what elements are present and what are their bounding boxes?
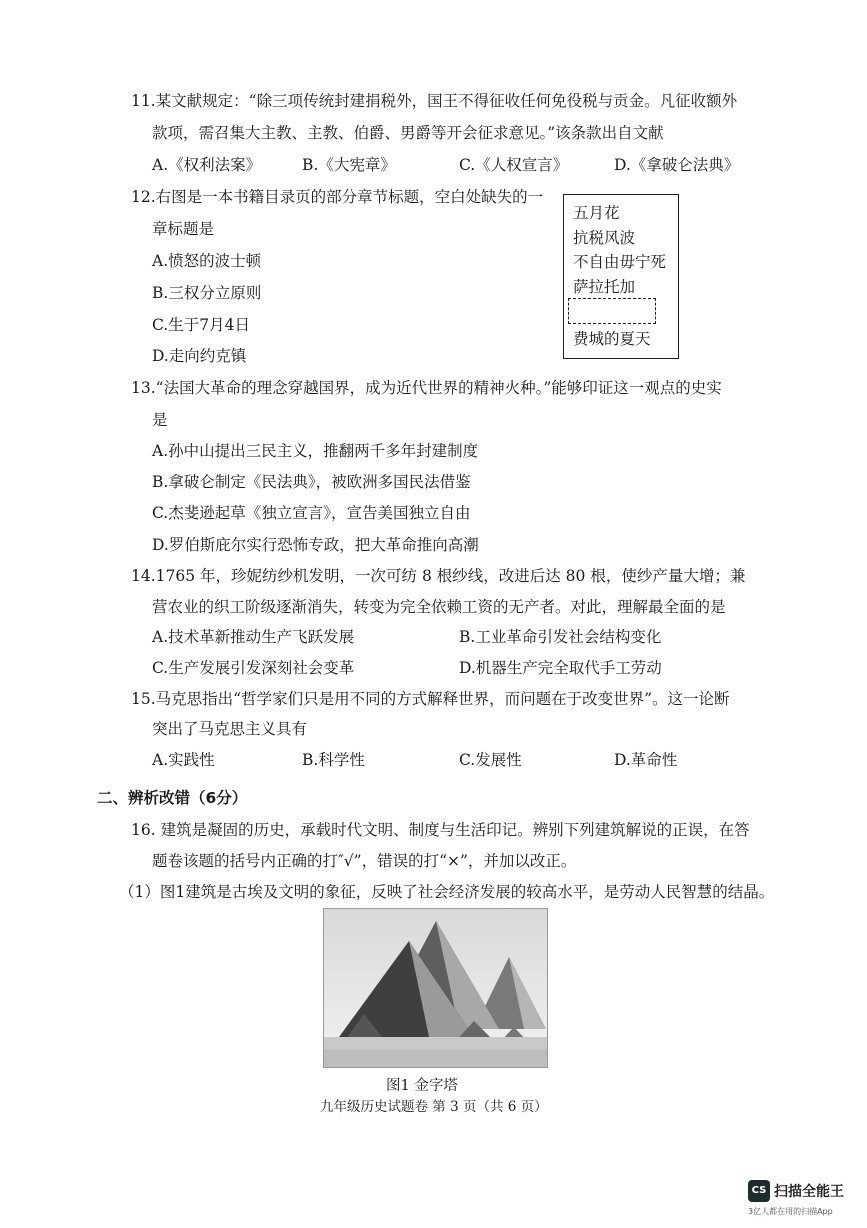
figure-caption: 图1 金字塔 bbox=[386, 1078, 458, 1094]
q14-option-d: D.机器生产完全取代手工劳动 bbox=[459, 659, 662, 677]
q15-option-c: C.发展性 bbox=[459, 751, 522, 769]
q15-option-b: B.科学性 bbox=[302, 751, 365, 769]
q13-option-a: A.孙中山提出三民主义，推翻两千多年封建制度 bbox=[152, 442, 479, 460]
q11-option-a: A.《权利法案》 bbox=[152, 156, 262, 174]
q14-option-c: C.生产发展引发深刻社会变革 bbox=[152, 659, 355, 677]
toc-box bbox=[563, 194, 679, 359]
toc-item: 费城的夏天 bbox=[573, 330, 651, 348]
q16-stem-line2: 题卷该题的括号内正确的打″√”，错误的打“×”，并加以改正。 bbox=[152, 852, 577, 870]
q13-option-c: C.杰斐逊起草《独立宣言》，宣告美国独立自由 bbox=[152, 504, 471, 522]
q13-stem-line1: 13.“法国大革命的理念穿越国界，成为近代世界的精神火种。”能够印证这一观点的史实 bbox=[131, 379, 722, 397]
q11-option-b: B.《大宪章》 bbox=[302, 156, 396, 174]
page-footer: 九年级历史试题卷 第 3 页（共 6 页） bbox=[320, 1099, 548, 1115]
toc-blank-slot bbox=[568, 298, 656, 324]
q11-stem-line1: 11.某文献规定：“除三项传统封建捐税外，国王不得征收任何免役税与贡金。凡征收额外 bbox=[131, 92, 738, 110]
toc-item: 抗税风波 bbox=[573, 229, 636, 247]
q12-option-c: C.生于7月4日 bbox=[152, 316, 250, 334]
q12-option-b: B.三权分立原则 bbox=[152, 284, 262, 302]
q11-stem-line2: 款项，需召集大主教、主教、伯爵、男爵等开会征求意见。”该条款出自文献 bbox=[152, 124, 664, 142]
q12-option-a: A.愤怒的波士顿 bbox=[152, 252, 262, 270]
section-title: 二、辨析改错（6分） bbox=[97, 789, 248, 807]
scanner-watermark bbox=[748, 1180, 860, 1220]
q14-stem-line2: 营农业的织工阶级逐渐消失，转变为完全依赖工资的无产者。对此，理解最全面的是 bbox=[152, 598, 726, 616]
q15-option-d: D.革命性 bbox=[614, 751, 678, 769]
q12-stem-line1: 12.右图是一本书籍目录页的部分章节标题，空白处缺失的一 bbox=[131, 188, 544, 206]
q16-sub1: （1）图1建筑是古埃及文明的象征，反映了社会经济发展的较高水平，是劳动人民智慧的结晶。 bbox=[119, 883, 775, 901]
watermark-name: 扫描全能王 bbox=[774, 1184, 844, 1200]
q14-stem-line1: 14.1765 年，珍妮纺纱机发明，一次可纺 8 根纱线，改进后达 80 根，使纱产量大增；兼 bbox=[131, 567, 746, 585]
watermark-tagline: 3亿人都在用的扫描App bbox=[748, 1207, 833, 1216]
q13-stem-line2: 是 bbox=[152, 411, 168, 429]
q13-option-d: D.罗伯斯庇尔实行恐怖专政，把大革命推向高潮 bbox=[152, 536, 479, 554]
q15-stem-line2: 突出了马克思主义具有 bbox=[152, 720, 308, 738]
q11-option-c: C.《人权宣言》 bbox=[459, 156, 569, 174]
q15-stem-line1: 15.马克思指出“哲学家们只是用不同的方式解释世界，而问题在于改变世界”。这一论断 bbox=[131, 690, 730, 708]
q13-option-b: B.拿破仑制定《民法典》，被欧洲多国民法借鉴 bbox=[152, 473, 471, 491]
toc-item: 五月花 bbox=[573, 204, 620, 222]
pyramid-photo bbox=[323, 908, 548, 1068]
q15-option-a: A.实践性 bbox=[152, 751, 215, 769]
q14-option-a: A.技术革新推动生产飞跃发展 bbox=[152, 628, 355, 646]
toc-item: 不自由毋宁死 bbox=[573, 253, 667, 271]
q12-option-d: D.走向约克镇 bbox=[152, 347, 247, 365]
q14-option-b: B.工业革命引发社会结构变化 bbox=[459, 628, 662, 646]
toc-item: 萨拉托加 bbox=[573, 278, 636, 296]
cs-logo-icon: CS bbox=[748, 1180, 770, 1202]
q16-stem-line1: 16. 建筑是凝固的历史，承载时代文明、制度与生活印记。辨别下列建筑解说的正误，在答 bbox=[131, 821, 750, 839]
q12-stem-line2: 章标题是 bbox=[152, 220, 215, 238]
q11-option-d: D.《拿破仑法典》 bbox=[614, 156, 740, 174]
